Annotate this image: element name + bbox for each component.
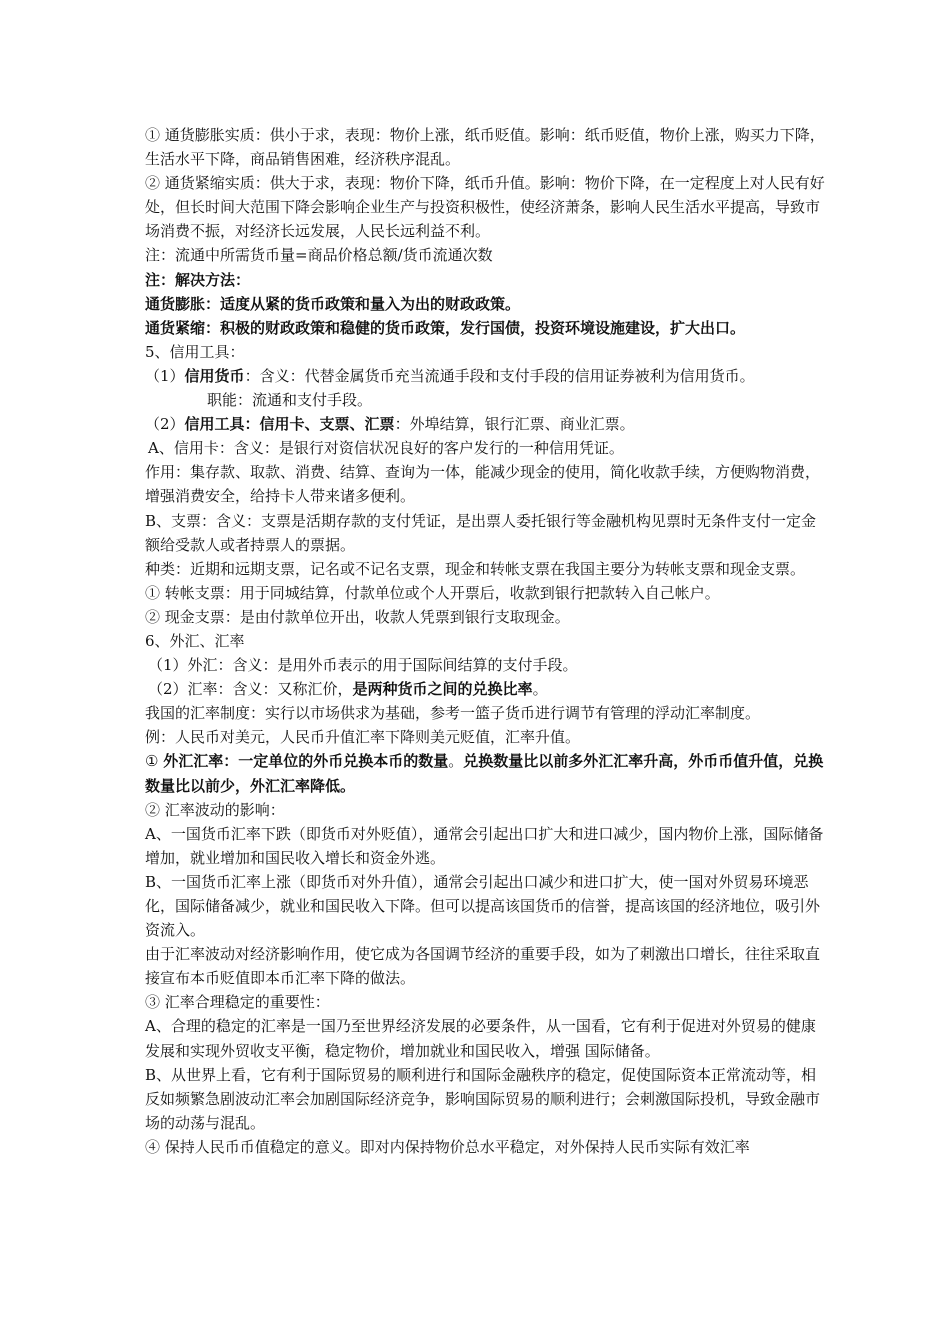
- transfer-check: ① 转帐支票：用于同城结算，付款单位或个人开票后，收款到银行把款转入自己帐户。: [145, 583, 720, 602]
- fluctuation-depreciation: A、一国货币汇率下跌（即货币对外贬值），通常会引起出口扩大和进口减少，国内物价上涨，国际储备增加，就业增加和国民收入增长和资金外逃。: [145, 824, 824, 867]
- item-marker: ①: [145, 752, 164, 771]
- solution-inflation: 通货膨胀：适度从紧的货币政策和量入为出的财政政策。: [145, 294, 521, 313]
- exchange-rate-system: 我国的汇率制度：实行以市场供求为基础，参考一篮子货币进行调节有管理的浮动汇率制度。: [145, 704, 761, 723]
- credit-card-function: 作用：集存款、取款、消费、结算、查询为一体，能减少现金的使用，简化收款手续，方便购物消费，增强消费安全，给持卡人带来诸多便利。: [145, 463, 821, 506]
- exchange-rate-example: 例：人民币对美元，人民币升值汇率下降则美元贬值，汇率升值。: [145, 728, 581, 747]
- stability-heading: ③ 汇率合理稳定的重要性：: [145, 993, 330, 1012]
- note-solutions-heading: 注：解决方法：: [145, 270, 251, 289]
- credit-tools-text: ：外埠结算，银行汇票、商业汇票。: [394, 415, 635, 434]
- section-6-heading: 6、外汇、汇率: [145, 631, 245, 650]
- stability-domestic: A、合理的稳定的汇率是一国乃至世界经济发展的必要条件，从一国看，它有利于促进对外贸易的健康发展和实现外贸收支平衡，稳定物价，增加就业和国民收入，增强 国际储备。: [145, 1017, 816, 1060]
- credit-money-term: 信用货币: [184, 366, 245, 385]
- solution-deflation: 通货紧缩：积极的财政政策和稳健的货币政策，发行国债，投资环境设施建设，扩大出口。: [145, 318, 746, 337]
- document-page: [145, 123, 825, 1159]
- forex-rate-explanation: [145, 749, 825, 797]
- cash-check: ② 现金支票：是由付款单位开出，收款人凭票到银行支取现金。: [145, 607, 570, 626]
- credit-card-definition: A、信用卡：含义：是银行对资信状况良好的客户发行的一种信用凭证。: [148, 439, 624, 458]
- exchange-rate-end: 。: [532, 680, 548, 699]
- rmb-stability: ④ 保持人民币币值稳定的意义。即对内保持物价总水平稳定，对外保持人民币实际有效汇率: [145, 1137, 750, 1156]
- forex-rate-period: 。: [448, 752, 464, 771]
- item-number: （1）: [145, 366, 185, 385]
- section-5-heading: 5、信用工具：: [145, 342, 245, 361]
- credit-money-text: ：含义：代替金属货币充当流通手段和支付手段的信用证券被利为信用货币。: [244, 366, 755, 385]
- exchange-rate-term: 是两种货币之间的兑换比率: [352, 680, 533, 699]
- check-types: 种类：近期和远期支票，记名或不记名支票，现金和转帐支票在我国主要分为转帐支票和现金支票。: [145, 559, 806, 578]
- check-definition: B、支票：含义：支票是活期存款的支付凭证，是出票人委托银行等金融机构见票时无条件支付一定金额给受款人或者持票人的票据。: [145, 511, 817, 554]
- forex-definition: （1）外汇：含义：是用外币表示的用于国际间结算的支付手段。: [148, 656, 578, 675]
- exchange-rate-definition: [145, 677, 825, 701]
- credit-money-function: 职能：流通和支付手段。: [207, 391, 373, 410]
- stability-global: B、从世界上看，它有利于国际贸易的顺利进行和国际金融秩序的稳定，促使国际资本正常流动等，相反如频繁急剧波动汇率会加剧国际经济竞争，影响国际贸易的顺利进行；会刺激国际投机，导致金融市场的动荡与混乱。: [145, 1065, 821, 1132]
- fluctuation-appreciation: B、一国货币汇率上涨（即货币对外升值），通常会引起出口减少和进口扩大，使一国对外贸易环境恶化，国际储备减少，就业和国民收入下降。但可以提高该国货币的信誉，提高该国的经济地位，吸引外资流入。: [145, 872, 821, 940]
- forex-rate-term: 外汇汇率：一定单位的外币兑换本币的数量: [163, 752, 449, 771]
- credit-money-definition: [145, 364, 825, 388]
- credit-tools-term: 信用工具：信用卡、支票、汇票: [184, 415, 395, 434]
- forex-rate-detail: 兑换数量比以前多外汇汇率升高，外币币值升值，兑换数量比以前少，外汇汇率降低。: [145, 752, 824, 795]
- paragraph-inflation: ① 通货膨胀实质：供小于求，表现：物价上涨，纸币贬值。影响：纸币贬值，物价上涨，购买力下降，生活水平下降，商品销售困难，经济秩序混乱。: [145, 126, 825, 169]
- fluctuation-heading: ② 汇率波动的影响：: [145, 800, 285, 819]
- item-number: （2）: [145, 415, 185, 434]
- exchange-rate-text: （2）汇率：含义：又称汇价，: [148, 680, 353, 699]
- note-money-formula: 注：流通中所需货币量=商品价格总额/货币流通次数: [145, 246, 493, 265]
- fluctuation-policy: 由于汇率波动对经济影响作用，使它成为各国调节经济的重要手段，如为了刺激出口增长，往往采取直接宣布本币贬值即本币汇率下降的做法。: [145, 945, 821, 988]
- paragraph-deflation: ② 通货紧缩实质：供大于求，表现：物价下降，纸币升值。影响：物价下降，在一定程度上对人民有好处，但长时间大范围下降会影响企业生产与投资积极性，使经济萧条，影响人民生活水平提高，导致市场消费不振，对经济长远发展，人民长远利益不利。: [145, 174, 825, 241]
- credit-tools-line: [145, 412, 825, 436]
